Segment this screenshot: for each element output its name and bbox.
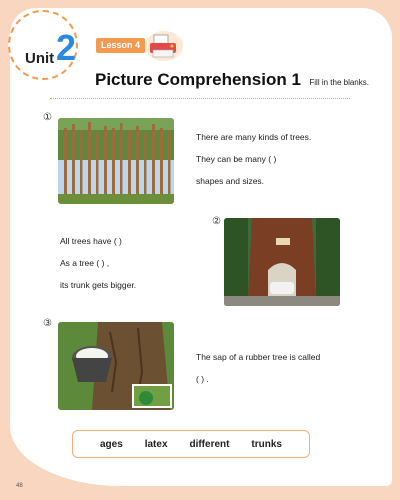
section-1-marker: ① (43, 112, 52, 123)
unit-badge (8, 10, 78, 80)
section-1-line-1: There are many kinds of trees. (196, 132, 312, 142)
section-2-marker: ② (212, 216, 221, 227)
section-2-line-1: All trees have ( ) (60, 236, 122, 246)
title-divider (50, 98, 350, 99)
word-bank-item: trunks (251, 438, 282, 450)
section-1-line-2: They can be many ( ) (196, 154, 277, 164)
forest-photo (58, 118, 174, 204)
section-2-line-3: its trunk gets bigger. (60, 280, 137, 290)
section-2-line-2: As a tree ( ) , (60, 258, 110, 268)
section-3-marker: ③ (43, 318, 52, 329)
page-title: Picture Comprehension 1 (95, 70, 301, 89)
instruction-text: Fill in the blanks. (309, 78, 369, 87)
word-bank-item: latex (144, 438, 168, 450)
tunnel-tree-photo (224, 218, 340, 306)
rubber-tree-photo (58, 322, 174, 410)
section-1-line-3: shapes and sizes. (196, 176, 265, 186)
page-number: 48 (16, 483, 23, 489)
word-bank-item: different (189, 438, 230, 450)
lesson-tag: Lesson 4 (96, 38, 145, 53)
unit-label: Unit (25, 50, 55, 67)
section-3-line-2: ( ) . (196, 374, 209, 384)
word-bank (72, 430, 310, 458)
word-bank-item: ages (99, 438, 123, 450)
section-3-line-1: The sap of a rubber tree is called (196, 352, 321, 362)
unit-number: 2 (56, 27, 77, 68)
printer-icon (144, 30, 184, 62)
